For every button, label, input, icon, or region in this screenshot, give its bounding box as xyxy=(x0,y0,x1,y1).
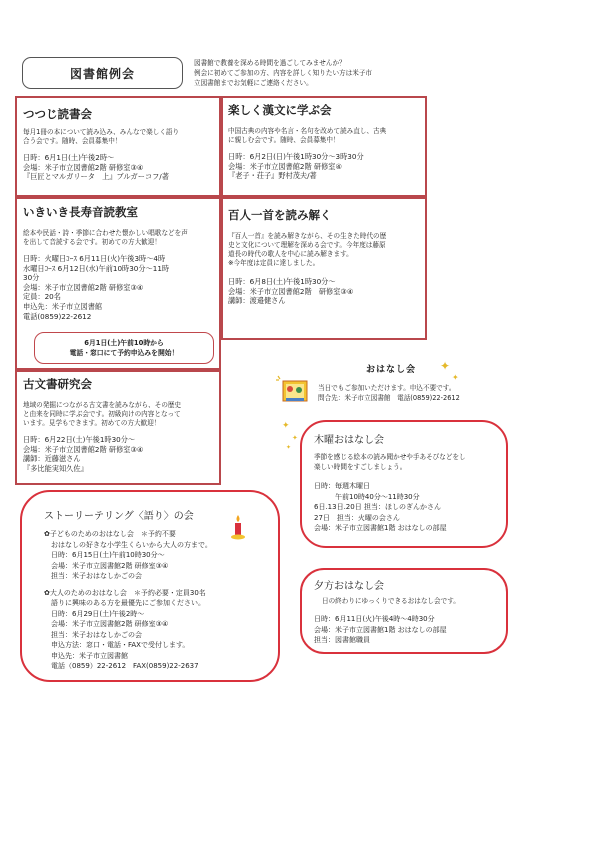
intro-text xyxy=(194,58,434,88)
ikiiki-phone: 電話(0859)22-2612 xyxy=(23,311,92,321)
ikiiki-title: いきいき長寿音読教室 xyxy=(23,205,138,219)
kobunsho-desc: います。見学もできます。初めての方大歓迎！ xyxy=(23,419,161,427)
page-title: 図書館例会 xyxy=(22,57,183,89)
kanbun-desc: に親しむ会です。随時、会員募集中！ xyxy=(228,136,340,144)
tsutsuji-section xyxy=(15,96,221,197)
ohanashi-info xyxy=(318,383,460,403)
ikiiki-contact: 申込先：米子市立図書館 xyxy=(23,301,103,311)
hyakunin-lecturer: 講師：渡邉健さん xyxy=(228,296,286,306)
ikiiki-desc: 絵本や民話・詩・季節に合わせた懐かしい唱歌などを声 xyxy=(23,229,188,237)
storytelling-adults-item: ✿大人のためのおはなし会 ＊予約必要・定員30名 xyxy=(44,588,206,597)
intro-line: 立図書館までお気軽にご連絡ください。 xyxy=(194,79,313,87)
hyakunin-venue: 会場：米子市立図書館2階 研修室③④ xyxy=(228,286,354,296)
mokuyou-staff: 27日 担当：火曜の会さん xyxy=(314,513,400,522)
storytelling-kids-item: おはなしの好きな小学生くらいから大人の方まで。 xyxy=(44,540,212,549)
hyakunin-desc: 『百人一首』を読み解きながら、その生きた時代の歴 xyxy=(228,232,387,240)
kobunsho-section xyxy=(15,370,221,485)
tsutsuji-title: つつじ読書会 xyxy=(23,107,92,121)
ikiiki-date: 日時：火曜日ｺｰｽ 6月11日(火)午後3時～4時 xyxy=(23,254,166,263)
storytelling-adults-item: 会場：米子市立図書館2階 研修室③④ xyxy=(44,620,169,628)
tsutsuji-book: 『巨匠とマルガリータ 上』ブルガーコフ/著 xyxy=(23,172,169,182)
storytelling-title: ストーリーテリング〈語り〉の会 xyxy=(44,511,194,522)
sparkle-icon: ✦ xyxy=(452,373,459,382)
kanbun-book: 『老子・荘子』野村茂夫/著 xyxy=(228,171,317,181)
kobunsho-desc: 地域の発掘につながる古文書を読みながら、その歴史 xyxy=(23,401,182,409)
sparkle-icon: ✦ xyxy=(286,444,292,451)
kobunsho-title: 古文書研究会 xyxy=(23,377,92,391)
ohanashi-desc: 当日でもご参加いただけます。申込不要です。 xyxy=(318,384,456,392)
hyakunin-desc: 道長の時代の歌人を中心に読み解きます。 xyxy=(228,250,353,258)
reservation-line: 電話・窓口にて予約申込みを開始！ xyxy=(69,349,179,357)
storytelling-kids-item: 担当：米子おはなしかごの会 xyxy=(44,572,142,580)
kobunsho-venue: 会場：米子市立図書館2階 研修室③④ xyxy=(23,444,144,454)
yugata-desc: 日の終わりにゆっくりできるおはなし会です。 xyxy=(322,597,460,605)
kanbun-desc: 中国古典の内容や名言・名句を改めて読み直し、古典 xyxy=(228,127,387,135)
sparkle-icon: ✦ xyxy=(282,421,290,431)
mokuyou-date: 日時：毎週木曜日 xyxy=(314,482,370,490)
storytelling-kids-item: 日時：6月15日(土)午前10時30分～ xyxy=(44,551,165,559)
mokuyou-title: 木曜おはなし会 xyxy=(314,435,384,446)
kobunsho-book: 『多比能実知久佐』 xyxy=(23,463,88,473)
ohanashi-contact: 問合先：米子市立図書館 電話(0859)22-2612 xyxy=(318,394,460,402)
intro-line: 図書館で教養を深める時間を過ごしてみませんか？ xyxy=(194,59,346,67)
storytelling-kids-item: 会場：米子市立図書館2階 研修室③④ xyxy=(44,561,169,570)
storytelling-adults-item: 電話（0859）22-2612 FAX(0859)22-2637 xyxy=(44,662,199,670)
candle-icon xyxy=(230,514,246,542)
hyakunin-section xyxy=(221,197,427,340)
kanbun-venue: 会場：米子市立図書館2階 研修室④ xyxy=(228,161,342,171)
ikiiki-date: 水曜日ｺｰｽ 6月12日(水)午前10時30分～11時 xyxy=(23,263,170,273)
hyakunin-note: ※今年度は定員に達しました。 xyxy=(228,259,320,267)
storytelling-kids-item: ✿子どものためのおはなし会 ＊予約不要 xyxy=(44,530,176,538)
tsutsuji-venue: 会場：米子市立図書館2階 研修室③④ xyxy=(23,162,144,172)
tsutsuji-desc: 合う会です。随時、会員募集中！ xyxy=(23,137,122,145)
mokuyou-time: 午前10時40分～11時30分 xyxy=(314,492,420,501)
storytelling-adults-item: 申込先：米子市立図書館 xyxy=(44,651,128,660)
yugata-staff: 担当：図書館職員 xyxy=(314,636,370,644)
tsutsuji-desc: 毎月1冊の本について読み込み、みんなで楽しく語り xyxy=(23,128,180,136)
storytelling-adults-item: 担当：米子おはなしかごの会 xyxy=(44,630,142,639)
storytelling-adults-item: 語りに興味のある方を最優先にご参加ください。 xyxy=(44,599,205,607)
ikiiki-venue: 会場：米子市立図書館2階 研修室③④ xyxy=(23,282,144,292)
ikiiki-date: 30分 xyxy=(23,273,40,283)
mokuyou-section xyxy=(300,420,508,548)
kanbun-title: 楽しく漢文に学ぶ会 xyxy=(228,103,332,117)
kanbun-section xyxy=(221,96,427,197)
ohanashi-title: おはなし会 xyxy=(366,365,417,375)
hyakunin-date: 日時：6月8日(土)午後1時30分～ xyxy=(228,277,336,286)
kanbun-date: 日時：6月2日(日)午後1時30分～3時30分 xyxy=(228,152,364,161)
mokuyou-venue: 会場：米子市立図書館1階 おはなしの部屋 xyxy=(314,524,447,532)
reservation-notice xyxy=(34,332,214,364)
kobunsho-date: 日時：6月22日(土)午後1時30分～ xyxy=(23,435,136,444)
ikiiki-desc: を出して音読する会です。初めての方大歓迎！ xyxy=(23,238,161,246)
mokuyou-desc: 季節を感じる絵本の読み聞かせや手あそびなどをし xyxy=(314,453,466,461)
storytelling-adults-item: 日時：6月29日(土)午後2時～ xyxy=(44,609,145,618)
kobunsho-desc: と由来を同時に学ぶ会です。初級向けの内容となって xyxy=(23,410,181,418)
yugata-section xyxy=(300,568,508,654)
yugata-title: 夕方おはなし会 xyxy=(314,581,384,592)
storytelling-adults-item: 申込方法：窓口・電話・FAXで受付します。 xyxy=(44,641,190,649)
yugata-venue: 会場：米子市立図書館1階 おはなしの部屋 xyxy=(314,625,447,634)
hyakunin-title: 百人一首を読み解く xyxy=(228,208,332,222)
yugata-date: 日時：6月11日(火)午後4時～4時30分 xyxy=(314,615,435,623)
sparkle-icon: ✦ xyxy=(292,434,298,442)
kobunsho-lecturer: 講師：近藤滋さん xyxy=(23,454,81,464)
mokuyou-desc: 楽しい時間をすごしましょう。 xyxy=(314,463,407,471)
mokuyou-staff: 6日.13日.20日 担当：ほしのぎんかさん xyxy=(314,503,441,511)
reservation-line: 6月1日(土)午前10時から xyxy=(84,339,164,347)
intro-line: 例会に初めてご参加の方、内容を詳しく知りたい方は米子市 xyxy=(194,69,373,77)
hyakunin-desc: 史と文化について理解を深める会です。今年度は藤原 xyxy=(228,241,386,249)
story-book-icon xyxy=(274,370,312,406)
tsutsuji-date: 日時：6月1日(土)午後2時～ xyxy=(23,153,115,162)
ikiiki-capacity: 定員：20名 xyxy=(23,292,61,302)
sparkle-icon: ✦ xyxy=(440,359,451,373)
